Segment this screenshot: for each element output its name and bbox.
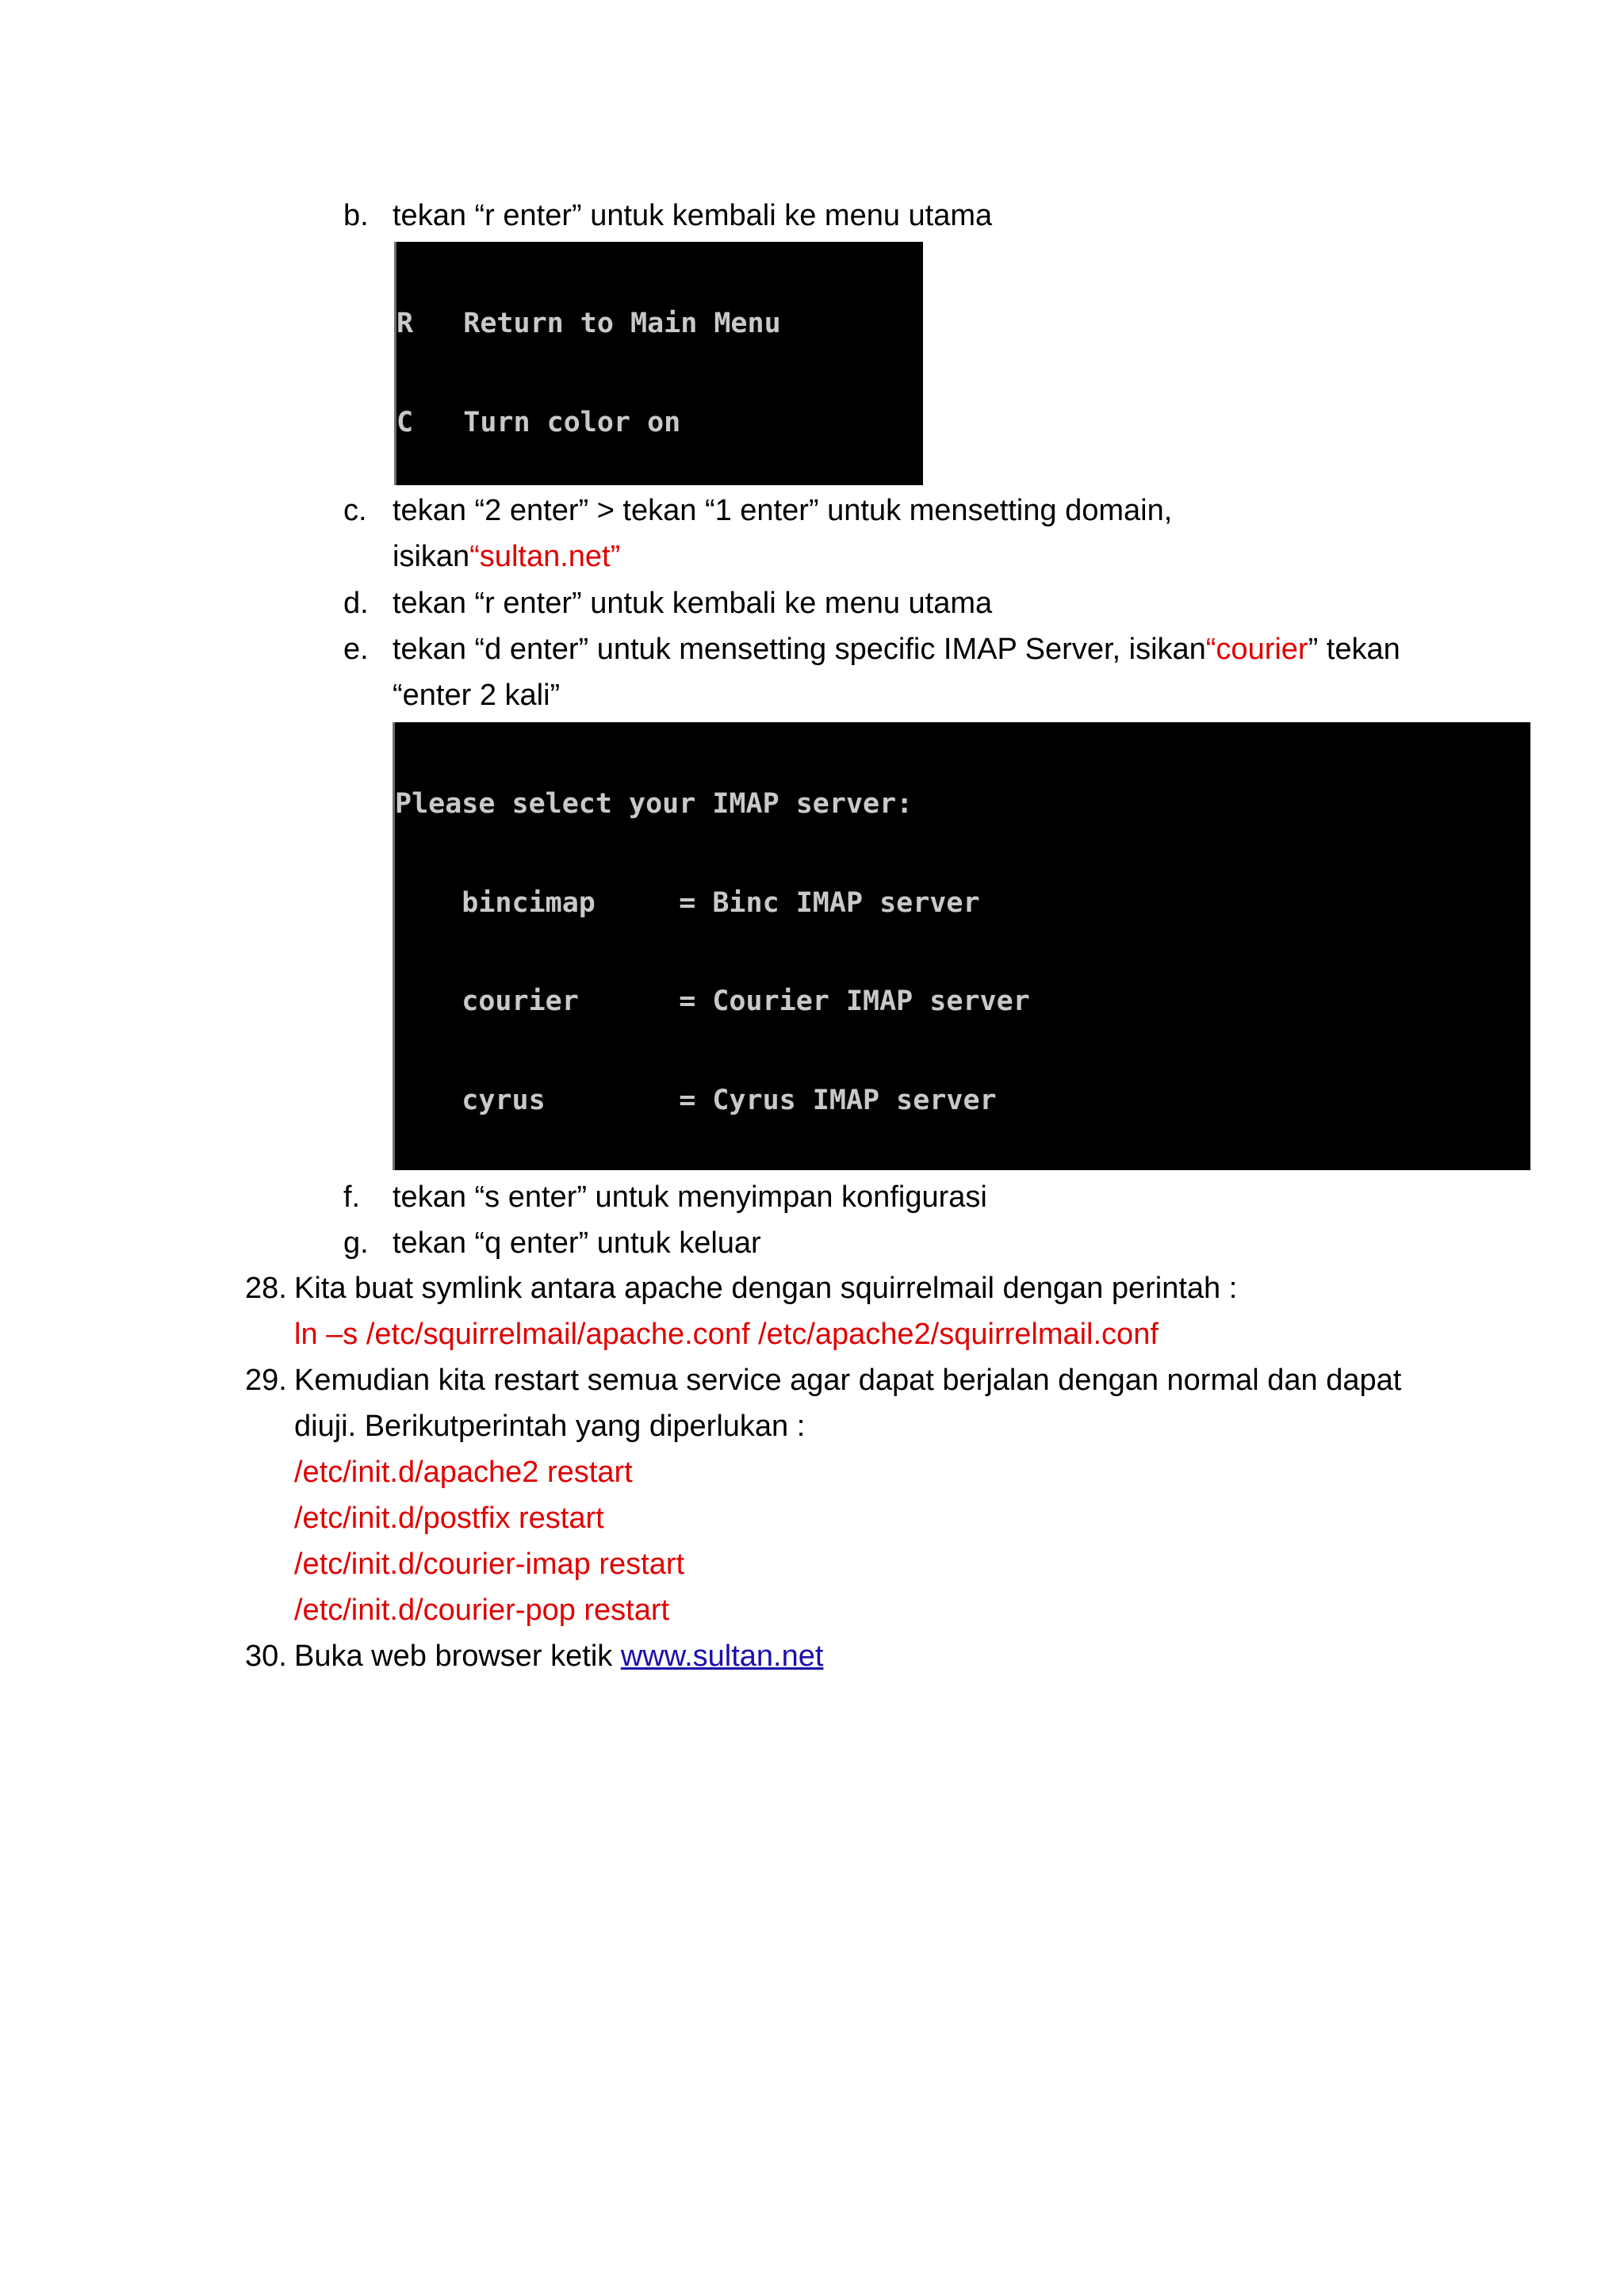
item-e-server-value: “courier: [1205, 633, 1308, 666]
item-e-text: [393, 630, 1400, 668]
terminal-line: bincimap = Binc IMAP server: [395, 886, 980, 919]
step-29-command: /etc/init.d/courier-imap restart: [294, 1548, 685, 1581]
step-30-prefix: Buka web browser ketik: [294, 1640, 621, 1673]
item-g-marker: g.: [343, 1226, 369, 1260]
step-29-marker: 29.: [245, 1364, 287, 1397]
step-29-command: /etc/init.d/apache2 restart: [294, 1456, 633, 1489]
item-c-prefix: isikan: [393, 540, 470, 573]
item-c-domain-value: “sultan.net”: [469, 540, 621, 573]
item-f-marker: f.: [343, 1181, 361, 1214]
item-d-text: tekan “r enter” untuk kembali ke menu utama: [393, 587, 993, 620]
terminal-line: Please select your IMAP server:: [395, 788, 914, 820]
item-e-marker: e.: [343, 633, 369, 666]
item-g-text: tekan “q enter” untuk keluar: [393, 1226, 761, 1260]
step-29-command: /etc/init.d/courier-pop restart: [294, 1594, 670, 1627]
terminal-line: courier = Courier IMAP server: [395, 985, 1030, 1017]
terminal-line: cyrus = Cyrus IMAP server: [395, 1084, 997, 1116]
step-28-command: ln –s /etc/squirrelmail/apache.conf /etc/apache2/squirrelmail.conf: [294, 1318, 1159, 1351]
sultan-net-link[interactable]: www.sultan.net: [620, 1640, 824, 1673]
item-c-text: tekan “2 enter” > tekan “1 enter” untuk mensetting domain,: [393, 494, 1173, 527]
step-30-marker: 30.: [245, 1640, 287, 1673]
step-30-text: [294, 1637, 823, 1675]
terminal-imap-server-screenshot: [393, 722, 1530, 1170]
terminal-line: R Return to Main Menu: [396, 308, 781, 339]
item-e-prefix: tekan “d enter” untuk mensetting specific IMAP Server, isikan: [393, 633, 1206, 666]
terminal-line: C Turn color on: [396, 406, 681, 438]
item-e-text-2: “enter 2 kali”: [393, 679, 561, 712]
item-f-text: tekan “s enter” untuk menyimpan konfigurasi: [393, 1181, 987, 1214]
item-b-marker: b.: [343, 199, 369, 232]
step-29-text: Kemudian kita restart semua service agar dapat berjalan dengan normal dan dapat: [294, 1364, 1402, 1397]
terminal-main-menu-screenshot: [394, 242, 923, 485]
step-28-marker: 28.: [245, 1272, 287, 1305]
step-29-text-2: diuji. Berikutperintah yang diperlukan :: [294, 1410, 806, 1443]
step-29-command: /etc/init.d/postfix restart: [294, 1502, 604, 1535]
item-c-marker: c.: [343, 494, 367, 527]
item-c-text-2: [393, 538, 620, 576]
item-d-marker: d.: [343, 587, 369, 620]
item-e-suffix: ” tekan: [1308, 633, 1400, 666]
item-b-text: tekan “r enter” untuk kembali ke menu utama: [393, 199, 993, 232]
step-28-text: Kita buat symlink antara apache dengan squirrelmail dengan perintah :: [294, 1272, 1238, 1305]
